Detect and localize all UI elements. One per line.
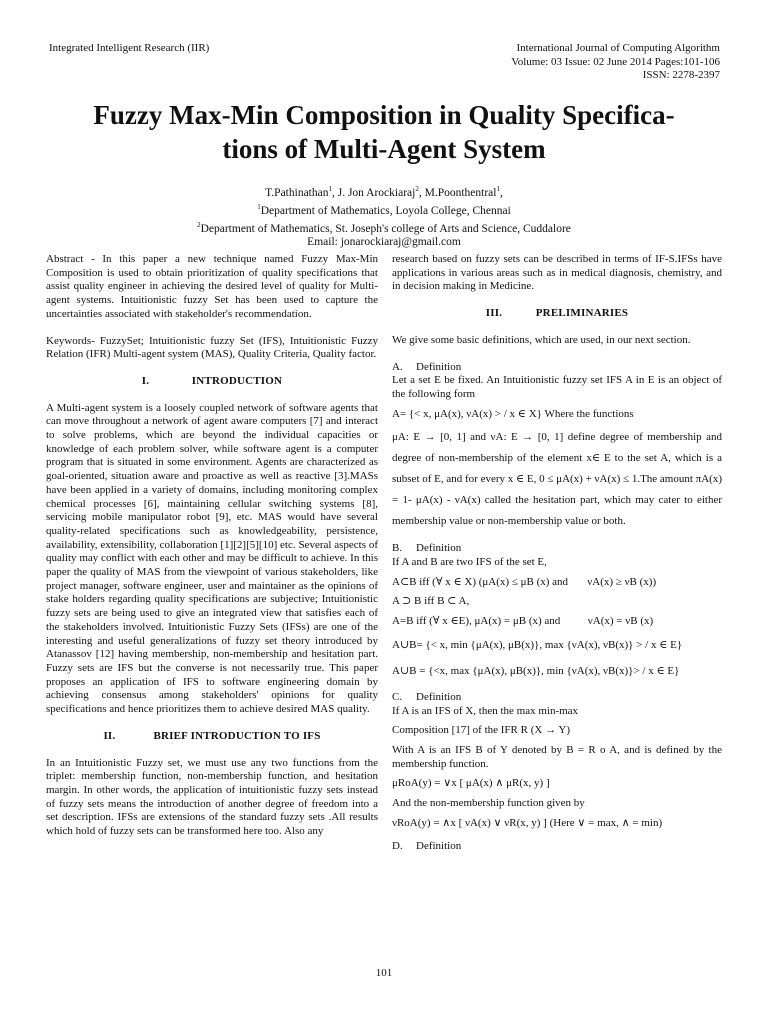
definition-label: D. (392, 840, 403, 853)
author-names (40, 182, 728, 200)
section-number: I. (141, 374, 150, 387)
preliminaries-paragraph: We give some basic definitions, which are used, in our next section. (392, 333, 691, 346)
section-number: II. (103, 729, 116, 742)
definition-d-heading (392, 840, 722, 854)
abstract: Abstract - In this paper a new technique named Fuzzy Max-Min Composition is used to obtain prioritization of quality specifications that assist quality engineer in achieving the desired level of quality for Multi-agent systems. Intuitionistic fuzzy Set has been used to capture the uncertainties associated with stakeholder's recommendation. (46, 253, 378, 320)
definition-b-line-5: A∪B= {< x, min {μA(x), μB(x)}, max {νA(x), νB(x)} > / x ∈ E} (392, 638, 683, 651)
author-3-tail: , (499, 186, 503, 199)
definition-c-line-2: Composition [17] of the IFR R (X → Y) (392, 724, 571, 737)
affiliation-2 (40, 218, 728, 236)
definition-b-line-4: A=B iff (∀ x ∈E), μA(x) = μB (x) and νA(x) = νB (x) (392, 615, 654, 628)
author-3-sup: 1 (496, 185, 500, 193)
running-header-left: Integrated Intelligent Research (IIR) (49, 42, 210, 54)
author-1: T.Pathinathan (265, 186, 329, 199)
section-heading-introduction (46, 375, 378, 389)
definition-c-line-3: With A is an IFS B of Y denoted by B = R o A, and is defined by the membership function. (392, 743, 722, 770)
definition-title: Definition (416, 840, 462, 853)
definition-b-heading (392, 542, 722, 556)
definition-c-line-4: μRoA(y) = ∨x [ μA(x) ∧ μR(x, y) ] (392, 777, 550, 790)
left-column (46, 253, 378, 852)
definition-a-line-1: Let a set E be fixed. An Intuitionistic fuzzy set IFS A in E is an object of the following form (392, 374, 722, 400)
author-2-sup: 2 (415, 185, 419, 193)
definition-label: C. (392, 690, 403, 703)
definition-b-line-6: A∪B = {<x, max {μA(x), μB(x)}, min {νA(x), νB(x)}> / x ∈ E} (392, 664, 680, 677)
journal-name: International Journal of Computing Algorithm (516, 42, 720, 54)
title-line-1: Fuzzy Max-Min Composition in Quality Specifica- (93, 100, 675, 130)
affiliation-2-sup: 2 (197, 220, 201, 229)
affiliation-2-text: Department of Mathematics, St. Joseph's college of Arts and Science, Cuddalore (200, 222, 571, 235)
keywords: Keywords- FuzzySet; Intuitionistic fuzzy Set (IFS), Intuitionistic Fuzzy Relation (IFR) Multi-agent system (MAS), Quality Criteria, Quality factor. (46, 334, 378, 361)
definition-title: Definition (416, 690, 462, 703)
definition-c-line-5: And the non-membership function given by (392, 797, 585, 810)
definition-b-line-3: A ⊃ B iff B ⊂ A, (392, 595, 470, 608)
author-email[interactable]: Email: jonarockiaraj@gmail.com (307, 236, 461, 249)
ifs-paragraph: In an Intuitionistic Fuzzy set, we must use any two functions from the triplet: membership function, non-membership function, and hesitation margin. In other words, the application of intuitionistic fuzzy sets instead of fuzzy sets means the introduction of another degree of freedom into a set description. IFSs are extensions of the standard fuzzy sets .All results which hold of fuzzy sets can be transformed here too. Also any (46, 756, 378, 838)
definition-c-line-6: νRoA(y) = ∧x [ νA(x) ∨ νR(x, y) ] (Here ∨ = max, ∧ = min) (392, 816, 663, 829)
definition-title: Definition (416, 360, 462, 373)
section-number: III. (485, 307, 503, 320)
affiliation-1 (40, 200, 728, 218)
definition-c-heading (392, 691, 722, 705)
definition-a-heading (392, 361, 722, 375)
definition-b-line-1: If A and B are two IFS of the set E, (392, 556, 547, 569)
affiliation-1-text: Department of Mathematics, Loyola College, Chennai (260, 204, 511, 217)
issn: ISSN: 2278-2397 (642, 69, 720, 81)
introduction-paragraph: A Multi-agent system is a loosely coupled network of software agents that can move throughout a network of agent aware computers [7] and interact to solve problems, which are beyond the individual capacities or knowledge of each problem solver, while software agent is a computer program that is situated in some environment. Agents are characterized as goal-oriented, situation aware and proactive as well as reactive [3].MASs have been applied in a variety of domains, including monitoring complex chemical processes [6], maintaining cellular switching systems [8], servicing mobile manipulator robot [9], etc. MAS would have several quality-related specifications such as knowledgeability, persistence, availability, extensibility, collaboration [1][2][5][10] etc. Several aspects of quality may conflict with each other and may be difficult to achieve. In this paper the quality of MAS from the viewpoint of various stakeholders, like project manager, software engineer, user and maintainer as the opinions of stake holders regarding quality specifications are subjective; Intuitionistic fuzzy sets are being used to give an integrated view that satisfies each of the stakeholders involved. Intuitionistic Fuzzy Sets (IFSs) are one of the interesting and useful generalizations of fuzzy set theory introduced by Atanassov [12] having membership, non-membership and hesitation part. Fuzzy sets are IFS but the converse is not necessarily true. This paper proposes an application of IFS to software engineering domain by achieving consensus among stakeholders' opinions for quality specifications and hence prioritizes them to achieve desired MAS quality. (46, 401, 378, 716)
right-column (392, 253, 722, 854)
author-1-sup: 1 (328, 185, 332, 193)
affiliation-1-sup: 1 (257, 202, 261, 211)
definition-c-line-1: If A is an IFS of X, then the max min-max (392, 704, 579, 717)
page-number: 101 (375, 967, 393, 979)
definition-label: A. (392, 360, 403, 373)
definition-label: B. (392, 542, 403, 555)
definition-a-line-2: A= {< x, μA(x), νA(x) > / x ∈ X} Where the functions (392, 407, 634, 420)
author-2: , J. Jon Arockiaraj (331, 186, 416, 199)
continued-paragraph: research based on fuzzy sets can be described in terms of IF-S.IFSs have applications in various areas such as in medical diagnosis, chemistry, and in decision making in Medicine. (392, 253, 722, 293)
author-block (40, 182, 728, 249)
section-title: BRIEF INTRODUCTION TO IFS (153, 729, 321, 742)
section-heading-ifs (46, 730, 378, 744)
definition-b-line-2: A⊂B iff (∀ x ∈ X) (μA(x) ≤ μB (x) and νA(x) ≥ νB (x)) (392, 575, 657, 588)
definition-title: Definition (416, 542, 462, 555)
section-heading-preliminaries (392, 307, 722, 321)
running-header-right (511, 42, 720, 83)
section-title: INTRODUCTION (191, 374, 283, 387)
author-3: , M.Poonthentral (418, 186, 497, 199)
title-line-2: tions of Multi-Agent System (222, 134, 546, 164)
paper-title (30, 98, 738, 166)
section-title: PRELIMINARIES (535, 307, 629, 320)
volume-issue: Volume: 03 Issue: 02 June 2014 Pages:101-106 (511, 55, 720, 68)
definition-a-line-3: μA: E → [0, 1] and νA: E → [0, 1] define degree of membership and degree of non-membership of the element x∈ E to the set A, which is a subset of E, and for every x ∈ E, 0 ≤ μA(x) + νA(x) ≤ 1.The amount πA(x) = 1- μA(x) - νA(x) called the hesitation part, which may cater to either membership value or non-membership value or both. (392, 431, 722, 528)
